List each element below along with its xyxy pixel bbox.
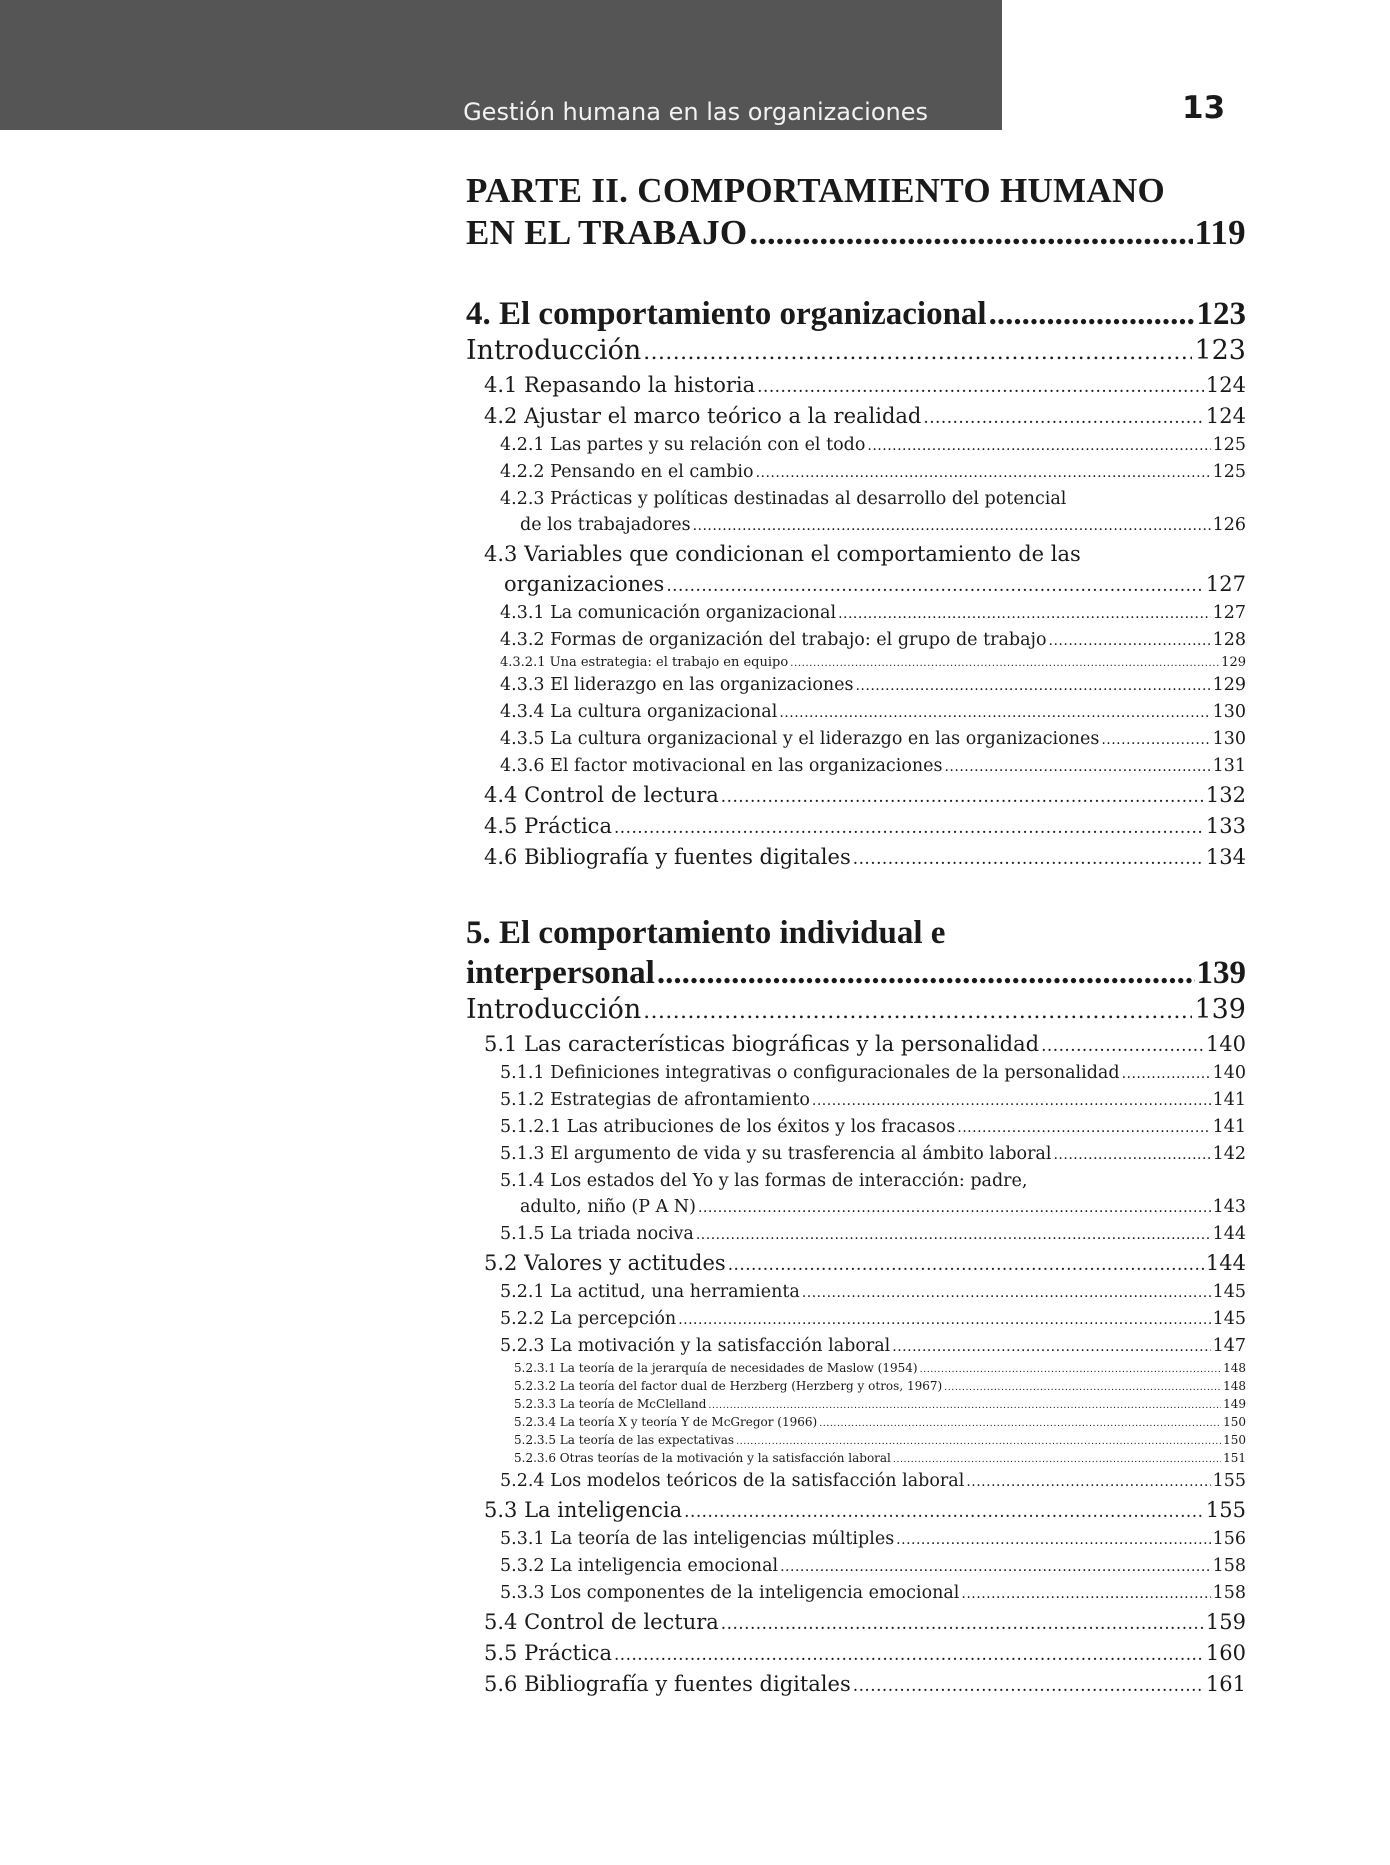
- table-of-contents: [466, 170, 1246, 1700]
- toc-entry: 4.3.3 El liderazgo en las organizaciones ..... 129: [466, 672, 1246, 699]
- part-heading: [466, 170, 1246, 254]
- toc-entry: 5.4 Control de lectura ..... 159: [466, 1607, 1246, 1638]
- toc-entry: 4.4 Control de lectura ..... 132: [466, 780, 1246, 811]
- toc-entry: 5.2 Valores y actitudes ..... 144: [466, 1248, 1246, 1279]
- toc-entry: 5.1.2 Estrategias de afrontamiento ..... 141: [466, 1087, 1246, 1114]
- toc-entry: Introducción ..... 123: [466, 334, 1246, 370]
- toc-entry: 4.3.2.1 Una estrategia: el trabajo en equipo ..... 129: [466, 654, 1246, 672]
- toc-entry: 4.2 Ajustar el marco teórico a la realidad ..... 124: [466, 401, 1246, 432]
- toc-entry: 5.2.3.3 La teoría de McClelland ..... 149: [466, 1396, 1246, 1414]
- toc-entry: 5.3 La inteligencia ..... 155: [466, 1495, 1246, 1526]
- toc-entry: 5.6 Bibliografía y fuentes digitales ..... 161: [466, 1669, 1246, 1700]
- toc-entry: 4.3.4 La cultura organizacional ..... 130: [466, 699, 1246, 726]
- toc-entry: 4.1 Repasando la historia ..... 124: [466, 370, 1246, 401]
- toc-entry: 5.2.3.5 La teoría de las expectativas ..... 150: [466, 1432, 1246, 1450]
- toc-entry: 5.3.1 La teoría de las inteligencias múltiples ..... 156: [466, 1526, 1246, 1553]
- toc-entry: 4.2.3 Prácticas y políticas destinadas al desarrollo del potencial de los trabajadores ..... 126: [466, 486, 1246, 539]
- toc-entry: 5.1.3 El argumento de vida y su trasferencia al ámbito laboral ..... 142: [466, 1141, 1246, 1168]
- page-ref: 119: [1194, 213, 1246, 252]
- toc-entry: 5.2.4 Los modelos teóricos de la satisfacción laboral ..... 155: [466, 1468, 1246, 1495]
- toc-entry: 5.1 Las características biográficas y la personalidad ..... 140: [466, 1029, 1246, 1060]
- toc-entry: 5.1.4 Los estados del Yo y las formas de interacción: padre, adulto, niño (P A N) ..... 143: [466, 1168, 1246, 1221]
- toc-entry: 4.3 Variables que condicionan el comportamiento de las organizaciones ..... 127: [466, 539, 1246, 600]
- toc-entry: 5.2.3.1 La teoría de la jerarquía de necesidades de Maslow (1954) ..... 148: [466, 1360, 1246, 1378]
- header-bar: [0, 0, 1002, 130]
- toc-entry: Introducción ..... 139: [466, 993, 1246, 1029]
- toc-entry: 5.2.2 La percepción ..... 145: [466, 1306, 1246, 1333]
- running-title: Gestión humana en las organizaciones: [463, 98, 928, 126]
- page-ref: 139: [1196, 955, 1246, 991]
- toc-entry: 5.1.1 Definiciones integrativas o configuracionales de la personalidad ..... 140: [466, 1060, 1246, 1087]
- toc-entry: 5.5 Práctica ..... 160: [466, 1638, 1246, 1669]
- chapter-5-heading: 5. El comportamiento individual e interpersonal ..... 139: [466, 913, 1246, 993]
- toc-entry: 4.6 Bibliografía y fuentes digitales ..... 134: [466, 842, 1246, 873]
- toc-entry: 5.2.3.4 La teoría X y teoría Y de McGregor (1966) ..... 150: [466, 1414, 1246, 1432]
- toc-entry: 5.2.3 La motivación y la satisfacción laboral ..... 147: [466, 1333, 1246, 1360]
- toc-entry: 5.2.1 La actitud, una herramienta ..... 145: [466, 1279, 1246, 1306]
- toc-entry: 4.3.6 El factor motivacional en las organizaciones ..... 131: [466, 753, 1246, 780]
- toc-entry: 5.2.3.2 La teoría del factor dual de Herzberg (Herzberg y otros, 1967) ..... 148: [466, 1378, 1246, 1396]
- toc-entry: 4.2.2 Pensando en el cambio ..... 125: [466, 459, 1246, 486]
- part-title-line2: EN EL TRABAJO ..... 119: [466, 212, 1246, 254]
- toc-entry: 4.2.1 Las partes y su relación con el todo ..... 125: [466, 432, 1246, 459]
- part-title-line1: PARTE II. COMPORTAMIENTO HUMANO: [466, 171, 1166, 210]
- page-ref: 123: [1196, 296, 1246, 332]
- toc-entry: 5.3.3 Los componentes de la inteligencia emocional ..... 158: [466, 1580, 1246, 1607]
- toc-entry: 5.1.2.1 Las atribuciones de los éxitos y los fracasos ..... 141: [466, 1114, 1246, 1141]
- page-number: 13: [1182, 90, 1226, 126]
- toc-entry: 4.3.1 La comunicación organizacional ..... 127: [466, 600, 1246, 627]
- toc-entry: 5.1.5 La triada nociva ..... 144: [466, 1221, 1246, 1248]
- toc-entry: 4.3.5 La cultura organizacional y el liderazgo en las organizaciones ..... 130: [466, 726, 1246, 753]
- chapter-4-heading: 4. El comportamiento organizacional ..... 123: [466, 294, 1246, 334]
- toc-entry: 4.5 Práctica ..... 133: [466, 811, 1246, 842]
- toc-entry: 4.3.2 Formas de organización del trabajo: el grupo de trabajo ..... 128: [466, 627, 1246, 654]
- toc-entry: 5.2.3.6 Otras teorías de la motivación y la satisfacción laboral ..... 151: [466, 1450, 1246, 1468]
- toc-entry: 5.3.2 La inteligencia emocional ..... 158: [466, 1553, 1246, 1580]
